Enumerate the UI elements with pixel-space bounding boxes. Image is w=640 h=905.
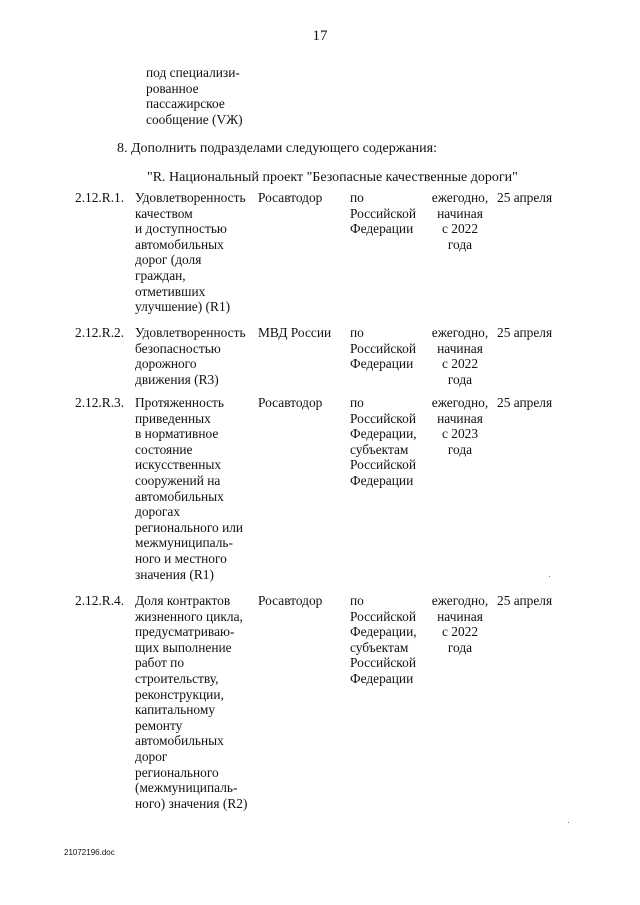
instruction-text: 8. Дополнить подразделами следующего содержания: <box>117 141 437 156</box>
due-date: 25 апреля <box>497 190 553 205</box>
aggregation-level: по Российской Федерации <box>350 190 416 237</box>
responsible-agency: МВД России <box>258 325 332 340</box>
responsible-agency: Росавтодор <box>258 395 323 410</box>
responsible-agency: Росавтодор <box>258 190 323 205</box>
aggregation-level: по Российской Федерации, субъектам Российской Федерации <box>350 395 417 488</box>
page-number: 17 <box>312 28 328 44</box>
due-date: 25 апреля <box>497 395 553 410</box>
frequency: ежегодно, начиная с 2022 года <box>431 325 489 387</box>
frequency: ежегодно, начиная с 2022 года <box>431 593 489 655</box>
indicator-name: Удовлетворенность качеством и доступностью автомобильных дорог (доля граждан, отметивших улучшение) (R1) <box>135 190 246 315</box>
indicator-name: Доля контрактов жизненного цикла, предусматриваю- щих выполнение работ по строительству, реконструкции, капитальному ремонту автомобильных дорог регионального (межмуниципаль- ного) значения (R2) <box>135 593 248 811</box>
row-number: 2.12.R.1. <box>75 190 125 205</box>
indicator-name: Протяженность приведенных в нормативное состояние искусственных сооружений на автомобильных дорогах регионального или межмуниципаль- ного и местного значения (R1) <box>135 395 244 582</box>
responsible-agency: Росавтодор <box>258 593 323 608</box>
frequency: ежегодно, начиная с 2023 года <box>431 395 489 457</box>
frequency: ежегодно, начиная с 2022 года <box>431 190 489 252</box>
previous-row-tail: под специализи- рованное пассажирское сообщение (VЖ) <box>146 65 243 127</box>
file-name-footer: 21072196.doc <box>64 848 115 857</box>
row-number: 2.12.R.3. <box>75 395 125 410</box>
scan-speck <box>568 822 569 823</box>
row-number: 2.12.R.4. <box>75 593 125 608</box>
section-title: "R. Национальный проект "Безопасные качественные дороги" <box>147 170 518 185</box>
row-number: 2.12.R.2. <box>75 325 125 340</box>
indicator-name: Удовлетворенность безопасностью дорожного движения (R3) <box>135 325 246 387</box>
aggregation-level: по Российской Федерации <box>350 325 416 372</box>
aggregation-level: по Российской Федерации, субъектам Российской Федерации <box>350 593 417 686</box>
scan-speck <box>549 576 550 577</box>
due-date: 25 апреля <box>497 325 553 340</box>
due-date: 25 апреля <box>497 593 553 608</box>
